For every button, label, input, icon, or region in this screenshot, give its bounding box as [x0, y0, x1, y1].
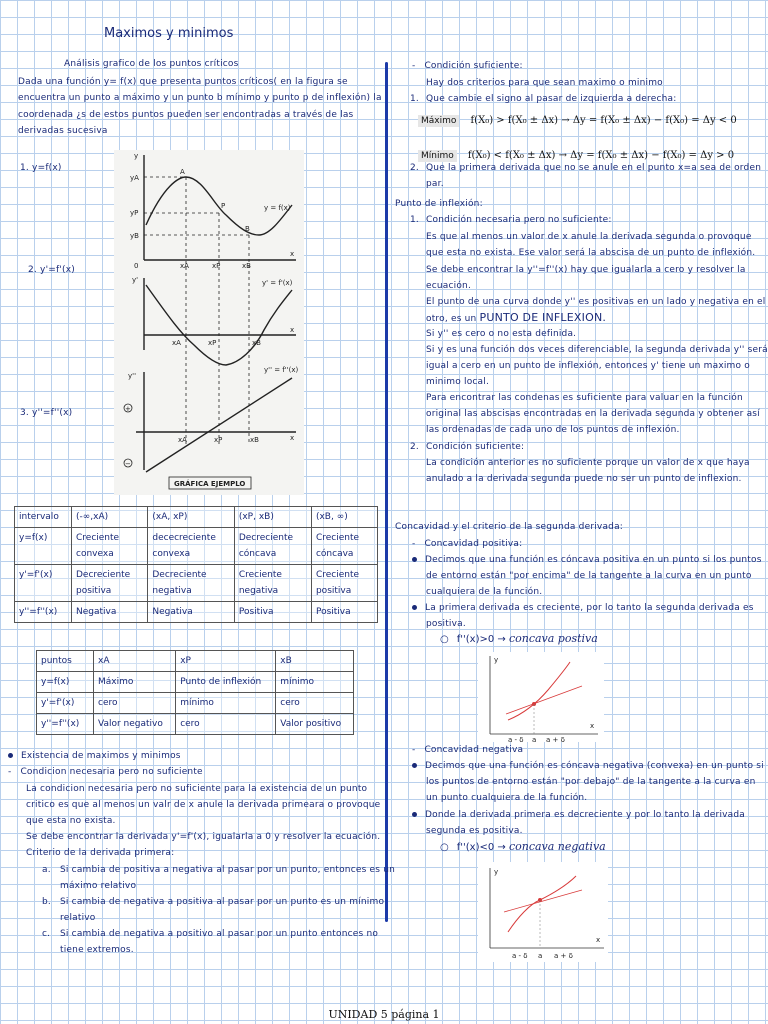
g1-x-label: x	[290, 250, 295, 258]
max-label: Máximo	[418, 115, 459, 127]
bullet-icon	[412, 557, 417, 562]
table-cell: y'=f'(x)	[37, 693, 94, 714]
text-line: segunda es positiva.	[426, 826, 523, 836]
text-line: Hay dos criterios para que sean maximo o minimo	[426, 78, 663, 88]
g1-xp: xP	[212, 262, 221, 270]
text-line: Se debe encontrar la derivada y'=f'(x), igualarla a 0 y resolver la ecuación.	[26, 832, 381, 842]
plus-sign: +	[125, 405, 131, 413]
g1-zero: 0	[134, 262, 139, 270]
table-cell: Creciente cóncava	[311, 528, 377, 565]
table-cell: y=f(x)	[15, 528, 72, 565]
criterion-a-line: Si cambia de positiva a negativa al pasar por un punto, entonces es un	[60, 865, 396, 875]
positive-concavity-heading: - Concavidad positiva:	[412, 539, 523, 549]
table-row	[15, 565, 378, 602]
list-marker-b: b.	[42, 897, 51, 907]
table-cell: Decreciente positiva	[72, 565, 148, 602]
g1-xa: xA	[180, 262, 189, 270]
table-cell: Creciente negativa	[234, 565, 311, 602]
table-cell: mínimo	[176, 693, 276, 714]
table-cell: y''=f''(x)	[15, 602, 72, 623]
text-line: los puntos de entorno están "por debajo" de la tangente a la curva en	[426, 777, 756, 787]
tick-label: a	[538, 952, 543, 960]
list-number: 2.	[410, 163, 419, 173]
intro-line: Dada una función y= f(x) que presenta puntos críticos( en la figura se	[18, 77, 348, 87]
table-header-cell: xA	[94, 651, 176, 672]
table-cell: y=f(x)	[37, 672, 94, 693]
text-line: que esta no exista. Ese valor será la abscisa de un punto de inflexión.	[426, 248, 756, 258]
table-cell: cero	[94, 693, 176, 714]
bullet-line: Decimos que una función es cóncava negativa (convexa) en un punto si	[412, 758, 764, 774]
table-cell: Negativa	[148, 602, 234, 623]
table-header-row	[37, 651, 354, 672]
table-row	[37, 714, 354, 735]
points-table	[36, 650, 354, 735]
table-cell: Valor negativo	[94, 714, 176, 735]
text-line: ecuación.	[426, 281, 472, 291]
criterion-b-line: Si cambia de negativa a positiva al pasar por un punto es un mínimo	[60, 897, 385, 907]
intro-line: coordenada ¿s de estos puntos pueden ser encontradas a través de las	[18, 110, 354, 120]
text-line: Condición necesaria pero no suficiente:	[426, 215, 612, 225]
tick-label: a + δ	[546, 736, 565, 742]
table-cell: Negativa	[72, 602, 148, 623]
tick-label: a - δ	[508, 736, 524, 742]
g2-y-label: y'	[132, 276, 139, 284]
g1-y-label: y	[134, 152, 139, 160]
table-cell: Decreciente negativa	[148, 565, 234, 602]
bullet-line: Donde la derivada primera es decreciente y por lo tanto la derivada	[412, 807, 745, 823]
g2-xa: xA	[172, 339, 181, 347]
g2-xp: xP	[208, 339, 217, 347]
existence-bullet: Existencia de maximos y minimos	[8, 748, 181, 764]
ya-label: yA	[130, 174, 139, 182]
negative-concavity-formula: ○ f''(x)<0 → concava negativa	[440, 840, 606, 853]
g3-y-label: y''	[128, 372, 136, 380]
g1-curve-label: y = f(x)	[264, 204, 291, 212]
max-formula: f(X₀) > f(X₀ ± Δx) → Δy = f(X₀ ± Δx) − f(X₀) = Δy < 0	[470, 115, 737, 126]
table-row	[37, 693, 354, 714]
graph-background	[478, 862, 608, 962]
max-formula-row	[418, 108, 737, 127]
intervals-table	[14, 506, 378, 623]
text-line: critico es que al menos un valr de x anule la derivada primeara o provoque	[26, 800, 381, 810]
criterion-a-line: máximo relativo	[60, 881, 137, 891]
text-line: anulado a la derivada segunda puede no ser un punto de inflexion.	[426, 474, 742, 484]
graph-label-1: 1. y=f(x)	[20, 163, 62, 173]
graph-label-3: 3. y''=f''(x)	[20, 408, 73, 418]
table-row	[15, 528, 378, 565]
text-line: que esta no exista.	[26, 816, 116, 826]
text-line: igual a cero en un punto de inflexión, entonces y' tiene un maximo o	[426, 361, 750, 371]
intro-line: derivadas sucesiva	[18, 126, 108, 136]
table-header-cell: intervalo	[15, 507, 72, 528]
criterion-c-line: tiene extremos.	[60, 945, 134, 955]
table-cell: Punto de inflexión	[176, 672, 276, 693]
g2-curve-label: y' = f'(x)	[262, 279, 293, 287]
table-cell: Positiva	[311, 602, 377, 623]
text-line: Si y es una función dos veces diferenciable, la segunda derivada y'' será	[426, 345, 768, 355]
column-divider	[385, 62, 388, 922]
bullet-icon	[8, 753, 13, 758]
text-line: Que cambie el signo al pasar de izquierda a derecha:	[426, 94, 677, 104]
intro-line: encuentra un punto a máximo y un punto b mínimo y punto p de inflexión) la	[18, 93, 382, 103]
g3-x-label: x	[290, 434, 295, 442]
text-line: cualquiera de la función.	[426, 587, 543, 597]
min-formula: f(X₀) < f(X₀ ± Δx) → Δy = f(X₀ ± Δx) − f(X₀) = Δy > 0	[467, 150, 735, 161]
x-label: x	[596, 936, 601, 944]
text-line: las ordenadas de cada uno de los puntos de inflexión.	[426, 425, 680, 435]
text-line: par.	[426, 179, 444, 189]
tick-label: a + δ	[554, 952, 573, 960]
list-marker-a: a.	[42, 865, 51, 875]
inflection-heading: Punto de inflexión:	[395, 199, 483, 209]
text-line: original las abscisas encontradas en la derivada segunda y obtener así	[426, 409, 760, 419]
point-b-label: B	[245, 225, 250, 233]
text-line: El punto de una curva donde y'' es positivas en un lado y negativa en el	[426, 297, 766, 307]
table-row	[15, 602, 378, 623]
text-line: La condición anterior es no suficiente porque un valor de x que haya	[426, 458, 750, 468]
circle-bullet-icon: ○	[440, 842, 449, 853]
concavity-heading: Concavidad y el criterio de la segunda derivada:	[395, 522, 624, 532]
g3-xp: xP	[214, 436, 223, 444]
table-cell: Valor positivo	[276, 714, 354, 735]
bullet-line: Decimos que una función es cóncava positiva en un punto si los puntos	[412, 552, 762, 568]
y-label: y	[494, 656, 499, 664]
table-cell: cero	[176, 714, 276, 735]
list-marker-c: c.	[42, 929, 51, 939]
list-number: 2.	[410, 442, 419, 452]
g3-xb: xB	[250, 436, 259, 444]
text-line: un punto cualquiera de la función.	[426, 793, 588, 803]
intro-heading: Análisis grafico de los puntos críticos	[64, 59, 239, 69]
text-line: Para encontrar las condenas es suficiente para valuar en la función	[426, 393, 743, 403]
bullet-icon	[412, 812, 417, 817]
y-label: y	[494, 868, 499, 876]
sufficient-condition-heading: - Condición suficiente:	[412, 61, 523, 71]
table-cell: Máximo	[94, 672, 176, 693]
table-cell: dececreciente convexa	[148, 528, 234, 565]
g3-curve-label: y'' = f''(x)	[264, 366, 299, 374]
circle-bullet-icon: ○	[440, 634, 449, 645]
text-line: Condición suficiente:	[426, 442, 525, 452]
criterion-heading: Criterio de la derivada primera:	[26, 848, 175, 858]
table-header-cell: xP	[176, 651, 276, 672]
inflection-definition-line: otro, es un PUNTO DE INFLEXION.	[426, 311, 607, 324]
g1-xb: xB	[242, 262, 251, 270]
graph-label-2: 2. y'=f'(x)	[28, 265, 75, 275]
criterion-b-line: relativo	[60, 913, 96, 923]
text-line: minimo local.	[426, 377, 490, 387]
figure-background	[114, 150, 304, 495]
minus-sign: −	[125, 460, 131, 468]
bullet-icon	[412, 605, 417, 610]
yp-label: yP	[130, 209, 139, 217]
table-cell: cero	[276, 693, 354, 714]
derivatives-example-figure	[114, 150, 304, 495]
table-cell: Positiva	[234, 602, 311, 623]
text-line: Se debe encontrar la y''=f''(x) hay que igualarla a cero y resolver la	[426, 265, 746, 275]
x-label: x	[590, 722, 595, 730]
negative-concavity-heading: - Concavidad negativa	[412, 745, 524, 755]
table-cell: Creciente convexa	[72, 528, 148, 565]
criterion-c-line: Si cambia de negativa a positivo al pasar por un punto entonces no	[60, 929, 379, 939]
concave-down-graph	[478, 862, 608, 962]
table-header-cell: (xB, ∞)	[311, 507, 377, 528]
text-line: Es que al menos un valor de x anule la derivada segunda o provoque	[426, 232, 752, 242]
tick-label: a - δ	[512, 952, 528, 960]
bullet-icon	[412, 763, 417, 768]
necessary-condition-heading: - Condicion necesaria pero no suficiente	[8, 767, 203, 777]
positive-concavity-formula: ○ f''(x)>0 → concava postiva	[440, 632, 598, 645]
table-cell: y''=f''(x)	[37, 714, 94, 735]
yb-label: yB	[130, 232, 139, 240]
tick-label: a	[532, 736, 537, 742]
table-header-cell: (xA, xP)	[148, 507, 234, 528]
page-title: Maximos y minimos	[104, 26, 234, 41]
figure-caption: GRÁFICA EJEMPLO	[174, 480, 246, 488]
min-label: Mínimo	[418, 150, 457, 162]
table-row	[37, 672, 354, 693]
table-cell: Decreciente cóncava	[234, 528, 311, 565]
text-line: Si y'' es cero o no esta definida.	[426, 329, 577, 339]
table-header-cell: (-∞,xA)	[72, 507, 148, 528]
text-line: positiva.	[426, 619, 466, 629]
text-line: Que la primera derivada que no se anule en el punto x=a sea de orden	[426, 163, 762, 173]
bullet-line: La primera derivada es creciente, por lo tanto la segunda derivada es	[412, 600, 754, 616]
table-header-row	[15, 507, 378, 528]
table-cell: mínimo	[276, 672, 354, 693]
table-header-cell: xB	[276, 651, 354, 672]
concave-up-graph	[478, 652, 604, 742]
table-cell: Creciente positiva	[311, 565, 377, 602]
point-a-label: A	[180, 168, 185, 176]
text-line: de entorno están "por encima" de la tangente a la curva en un punto	[426, 571, 752, 581]
g2-xb: xB	[252, 339, 261, 347]
g3-xa: xA	[178, 436, 187, 444]
text-line: La condicion necesaria pero no suficiente para la existencia de un punto	[26, 784, 368, 794]
g2-x-label: x	[290, 326, 295, 334]
table-header-cell: (xP, xB)	[234, 507, 311, 528]
table-header-cell: puntos	[37, 651, 94, 672]
table-cell: y'=f'(x)	[15, 565, 72, 602]
list-number: 1.	[410, 215, 419, 225]
list-number: 1.	[410, 94, 419, 104]
point-p-label: P	[221, 202, 226, 210]
page-footer: UNIDAD 5 página 1	[328, 1008, 440, 1021]
